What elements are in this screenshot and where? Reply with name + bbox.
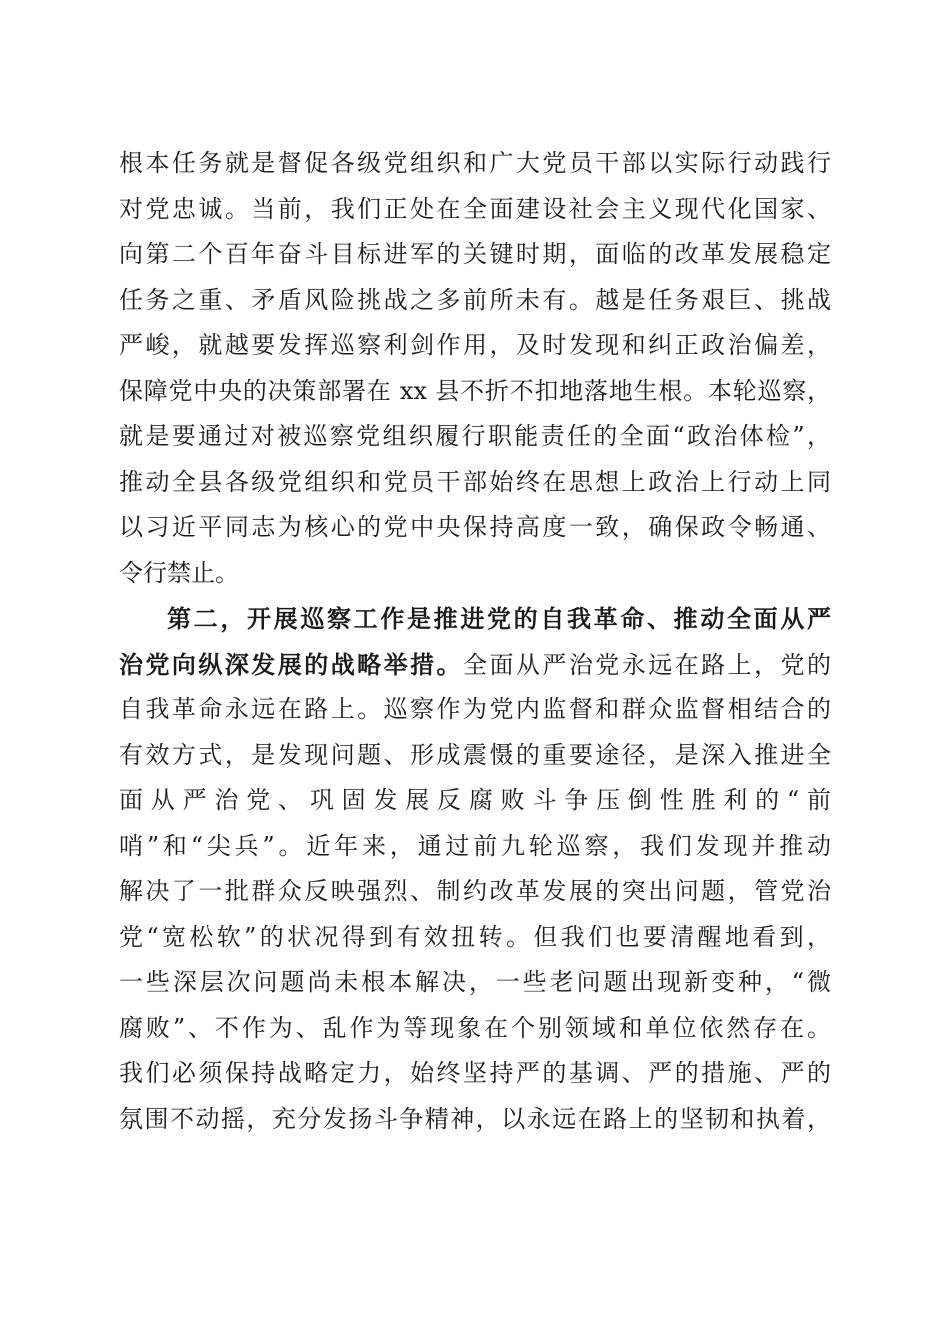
text-line: 一些深层次问题尚未根本解决，一些老问题出现新变种，“微 (119, 968, 831, 996)
text-line: 根本任务就是督促各级党组织和广大党员干部以实际行动践行 (119, 149, 831, 177)
text-line: 保障党中央的决策部署在 xx 县不折不扣地落地生根。本轮巡察， (119, 376, 831, 405)
text-line: 氛围不动摇，充分发扬斗争精神，以永远在路上的坚韧和执着， (119, 1104, 831, 1133)
heading-line-end: 治党向纵深发展的战略举措。 (119, 649, 463, 679)
text-line: 推动全县各级党组织和党员干部始终在思想上政治上行动上同 (119, 467, 831, 496)
text-line: 面从严治党、巩固发展反腐败斗争压倒性胜利的“前 (119, 786, 831, 814)
text-line: 腐败”、不作为、乱作为等现象在个别领域和单位依然存在。 (119, 1013, 831, 1042)
text-line: 有效方式，是发现问题、形成震慑的重要途径，是深入推进全 (119, 740, 831, 769)
text-line: 向第二个百年奋斗目标进军的关键时期，面临的改革发展稳定 (119, 240, 831, 268)
text-line: 解决了一批群众反映强烈、制约改革发展的突出问题，管党治 (119, 877, 831, 905)
text-line: 以习近平同志为核心的党中央保持高度一致，确保政令畅通、 (119, 513, 831, 541)
text-line: 党“宽松软”的状况得到有效扭转。但我们也要清醒地看到， (119, 922, 831, 951)
text-line: 严峻，就越要发挥巡察利剑作用，及时发现和纠正政治偏差， (119, 331, 831, 359)
text-line: 我们必须保持战略定力，始终坚持严的基调、严的措施、严的 (119, 1059, 831, 1087)
text-line (119, 642, 831, 688)
text-line: 就是要通过对被巡察党组织履行职能责任的全面“政治体检”， (119, 422, 831, 450)
text-line: 哨”和“尖兵”。近年来，通过前九轮巡察，我们发现并推动 (119, 831, 831, 860)
text-line: 令行禁止。 (119, 558, 239, 587)
text-line: 任务之重、矛盾风险挑战之多前所未有。越是任务艰巨、挑战 (119, 285, 831, 314)
body-text (119, 141, 831, 1142)
heading-line: 第二，开展巡察工作是推进党的自我革命、推动全面从严 (167, 604, 831, 633)
text-line: 自我革命永远在路上。巡察作为党内监督和群众监督相结合的 (119, 695, 831, 723)
text-span: 全面从严治党永远在路上，党的 (463, 650, 831, 679)
text-line: 对党忠诚。当前，我们正处在全面建设社会主义现代化国家、 (119, 194, 831, 223)
